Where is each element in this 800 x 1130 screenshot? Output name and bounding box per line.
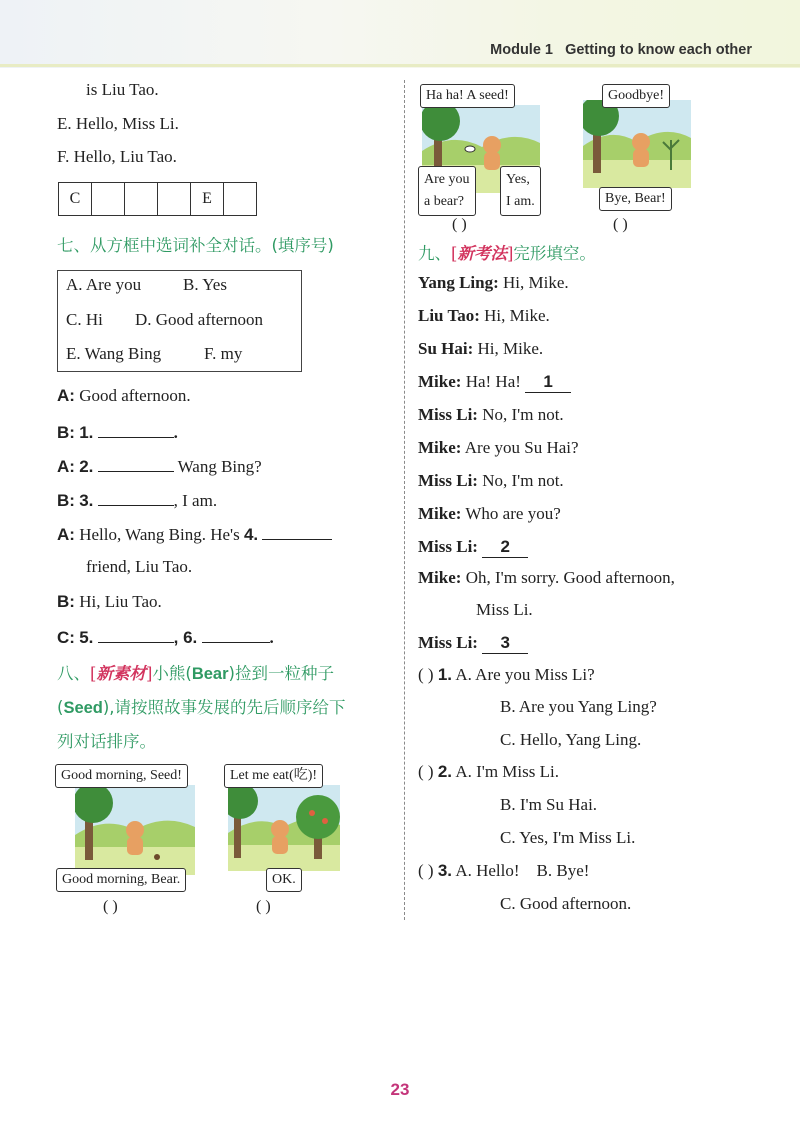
heading-text: )捡到一粒种子 <box>228 664 334 683</box>
answer-cell[interactable]: C <box>59 183 92 216</box>
speaker: B: <box>57 592 75 611</box>
heading-text: ( <box>57 698 64 717</box>
answer-cell[interactable] <box>92 183 125 216</box>
answer-blank[interactable] <box>98 421 174 438</box>
section-prefix: 八、 <box>57 664 90 683</box>
choice-a[interactable]: A. Hello! <box>455 861 520 880</box>
order-paren[interactable]: ( ) <box>613 216 628 233</box>
dialog-text: Oh, I'm sorry. Good afternoon, <box>465 568 675 587</box>
speech-bubble: Goodbye! <box>602 84 670 108</box>
speech-bubble <box>418 166 476 216</box>
dialog-text: Are you Su Hai? <box>464 438 579 457</box>
speech-bubble: Ha ha! A seed! <box>420 84 515 108</box>
bubble-line: I am. <box>506 194 535 209</box>
word-option: B. Yes <box>183 275 227 294</box>
speaker: Miss Li: <box>418 471 478 490</box>
answer-blank[interactable] <box>98 455 174 472</box>
new-method-tag: 新考法 <box>457 244 507 263</box>
dialog-line <box>57 455 262 477</box>
speaker: Mike: <box>418 568 462 587</box>
order-paren[interactable]: ( ) <box>452 216 467 233</box>
word-option: C. Hi <box>66 310 103 329</box>
section-prefix: 九、 <box>418 244 451 263</box>
dialog-line <box>418 471 564 491</box>
module-title: Getting to know each other <box>565 42 752 58</box>
question-number: 3. <box>437 861 453 880</box>
blank-number: 2. <box>79 457 94 476</box>
dialog-text: Hello, Wang Bing. He's <box>79 525 240 544</box>
blank-number: 5. <box>79 628 94 647</box>
page-number: 23 <box>390 1080 410 1099</box>
speaker: Mike: <box>418 372 462 391</box>
heading-seed: Seed <box>63 699 103 717</box>
dialog-line <box>418 405 564 425</box>
header-rule <box>0 64 800 67</box>
speaker: Yang Ling: <box>418 273 499 292</box>
blank-number: , 6. <box>173 628 198 647</box>
cloze-blank-2[interactable]: 2 <box>482 537 528 558</box>
bubble-line: Yes, <box>506 172 530 187</box>
answer-cell[interactable] <box>224 183 257 216</box>
dialog-text: Wang Bing? <box>177 457 262 476</box>
speech-bubble: Bye, Bear! <box>599 187 672 211</box>
dialog-line <box>418 306 550 326</box>
choice-b[interactable]: B. I'm Su Hai. <box>500 795 598 814</box>
speech-bubble: OK. <box>266 868 302 892</box>
answer-blank[interactable] <box>262 523 332 540</box>
module-label: Module 1 <box>490 42 553 58</box>
choice-a[interactable]: A. I'm Miss Li. <box>455 762 559 781</box>
heading-bear: Bear <box>191 665 229 683</box>
dialog-line <box>418 504 561 524</box>
answer-paren[interactable]: ( ) <box>418 861 434 880</box>
dialog-line: B: 1. . <box>57 423 178 442</box>
dialog-line <box>418 537 528 558</box>
section-8-heading-line2 <box>57 694 346 718</box>
choice-a[interactable]: A. Are you Miss Li? <box>455 665 595 684</box>
dialog-text: No, I'm not. <box>482 471 564 490</box>
word-option: E. Wang Bing <box>66 344 162 363</box>
dialog-text: Hi, Mike. <box>484 306 550 325</box>
speech-bubble: Good morning, Bear. <box>56 868 186 892</box>
speaker: B: <box>57 491 75 510</box>
answer-blank[interactable] <box>98 626 174 643</box>
dialog-line <box>418 568 675 588</box>
section-7-heading: 七、从方框中选词补全对话。(填序号) <box>57 236 334 255</box>
story-picture-goodbye <box>583 100 691 188</box>
dialog-line <box>57 489 217 511</box>
heading-text: 小熊( <box>152 664 192 683</box>
section-8-heading: 八、[新素材]小熊(Bear)捡到一粒种子 <box>57 664 334 683</box>
option-f: F. Hello, Liu Tao. <box>57 147 177 166</box>
answer-paren[interactable]: ( ) <box>418 762 434 781</box>
heading-text: ),请按照故事发展的先后顺序给下 <box>102 698 346 717</box>
speaker: A: <box>57 386 75 405</box>
dialog-line <box>418 273 569 293</box>
speaker: B: <box>57 423 75 442</box>
blank-number: 4. <box>243 525 259 544</box>
question-line <box>418 665 595 685</box>
dialog-text: Good afternoon. <box>79 386 191 405</box>
answer-cell[interactable] <box>125 183 158 216</box>
speech-bubble: Let me eat(吃)! <box>224 764 323 788</box>
blank-number: 3. <box>79 491 94 510</box>
answer-blank[interactable] <box>202 626 270 643</box>
column-divider <box>404 80 405 920</box>
speaker: Mike: <box>418 504 462 523</box>
choice-c[interactable]: C. Yes, I'm Miss Li. <box>500 828 636 847</box>
dialog-line <box>418 438 579 458</box>
speaker: Su Hai: <box>418 339 474 358</box>
speaker: C: <box>57 628 75 647</box>
option-e: E. Hello, Miss Li. <box>57 114 179 133</box>
speaker: Miss Li: <box>418 633 478 652</box>
choice-c[interactable]: C. Hello, Yang Ling. <box>500 730 642 749</box>
answer-paren[interactable]: ( ) <box>418 665 434 684</box>
dialog-text: Miss Li. <box>476 600 533 619</box>
speaker: Liu Tao: <box>418 306 480 325</box>
dialog-line <box>418 372 571 393</box>
speaker: A: <box>57 457 75 476</box>
word-option: D. Good afternoon <box>135 310 263 329</box>
dialog-line <box>57 386 191 406</box>
cloze-blank-1[interactable]: 1 <box>525 372 571 393</box>
speech-bubble: Good morning, Seed! <box>55 764 188 788</box>
section-8-heading-line3: 列对话排序。 <box>57 732 156 751</box>
dialog-line <box>418 633 528 654</box>
dialog-text: Ha! Ha! <box>465 372 521 391</box>
choice-b[interactable]: B. Are you Yang Ling? <box>500 697 657 716</box>
order-paren[interactable]: ( ) <box>103 898 118 915</box>
blank-number: 1. <box>79 423 94 442</box>
bubble-line: a bear? <box>424 194 465 209</box>
dialog-line: C: 5. , 6. . <box>57 628 274 647</box>
dialog-text: Who are you? <box>465 504 561 523</box>
word-option: A. Are you <box>66 275 142 294</box>
continued-line: is Liu Tao. <box>86 80 159 99</box>
speaker: Miss Li: <box>418 537 478 556</box>
answer-cell[interactable] <box>158 183 191 216</box>
module-header <box>490 42 752 58</box>
speaker: Mike: <box>418 438 462 457</box>
dialog-text: Hi, Liu Tao. <box>79 592 162 611</box>
story-picture-tree <box>228 785 340 871</box>
dialog-line <box>57 592 162 612</box>
speech-bubble <box>500 166 541 216</box>
answer-cell[interactable]: E <box>191 183 224 216</box>
story-picture-seed <box>75 785 195 875</box>
answer-table <box>58 182 257 216</box>
dialog-text: Hi, Mike. <box>503 273 569 292</box>
dialog-text: , I am. <box>173 491 218 510</box>
choice-c[interactable]: C. Good afternoon. <box>500 894 632 913</box>
dialog-text: No, I'm not. <box>482 405 564 424</box>
dialog-text: Hi, Mike. <box>477 339 544 358</box>
choice-b[interactable]: B. Bye! <box>536 861 590 880</box>
cloze-blank-3[interactable]: 3 <box>482 633 528 654</box>
order-paren[interactable]: ( ) <box>256 898 271 915</box>
question-line <box>418 861 589 881</box>
question-line <box>418 762 559 782</box>
new-material-tag: 新素材 <box>96 664 146 683</box>
speaker: Miss Li: <box>418 405 478 424</box>
heading-text: 完形填空。 <box>513 244 596 263</box>
bubble-line: Are you <box>424 172 470 187</box>
answer-blank[interactable] <box>98 489 174 506</box>
word-option: F. my <box>204 344 243 363</box>
question-number: 1. <box>437 665 453 684</box>
dialog-text: friend, Liu Tao. <box>86 557 193 576</box>
dialog-line <box>418 339 543 359</box>
dialog-line <box>57 523 332 545</box>
speaker: A: <box>57 525 75 544</box>
section-9-heading: 九、[新考法]完形填空。 <box>418 244 596 263</box>
question-number: 2. <box>437 762 453 781</box>
